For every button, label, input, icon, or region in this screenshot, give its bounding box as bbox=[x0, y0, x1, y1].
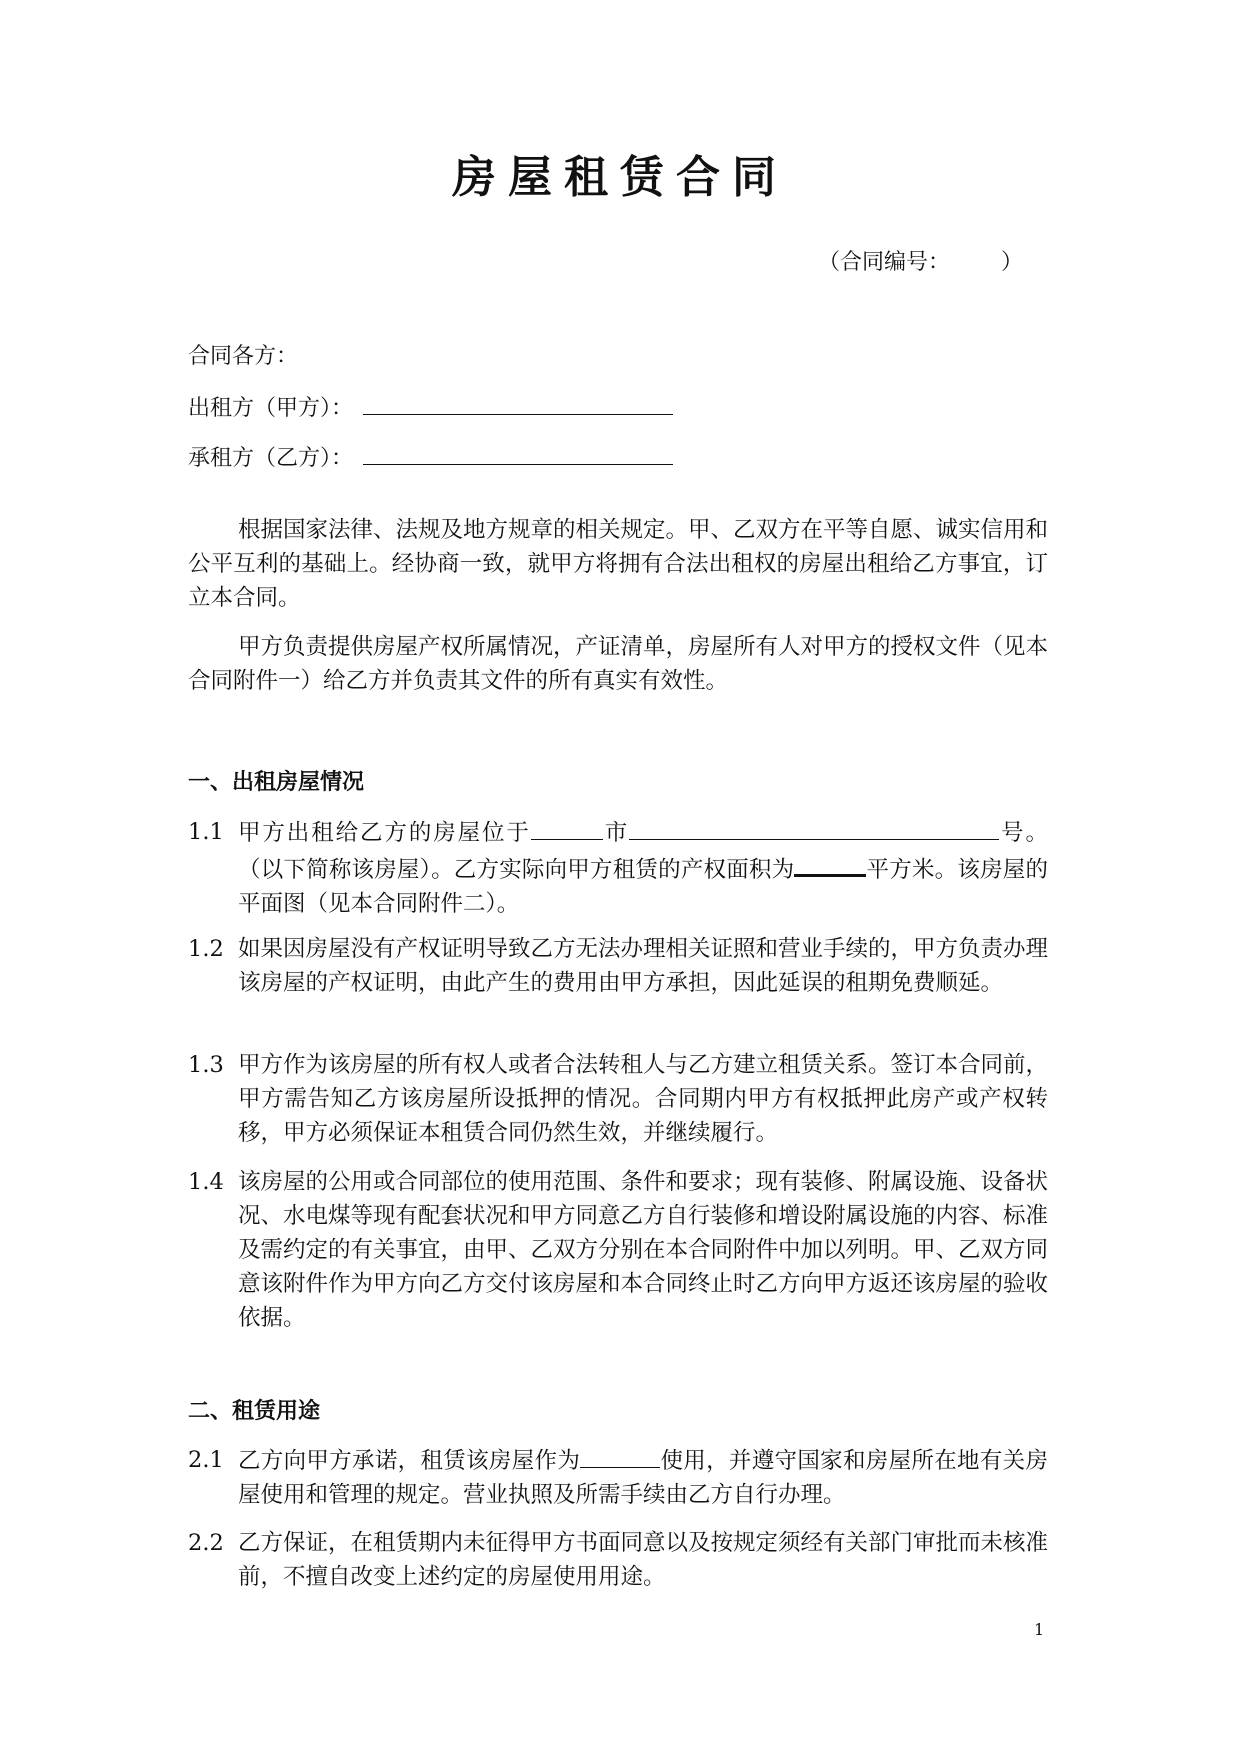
lessor-label: 出租方（甲方）： bbox=[188, 396, 354, 421]
clause-text: 甲方出租给乙方的房屋位于 市 号。（以下简称该房屋）。乙方实际向甲方租赁的产权面积为 平方米。该房屋的平面图（见本合同附件二）。 bbox=[238, 815, 1048, 921]
lessee-row bbox=[188, 440, 673, 476]
page-number: 1 bbox=[1034, 1620, 1045, 1639]
clause-1-3 bbox=[188, 1048, 1048, 1150]
clause-number: 1.3 bbox=[188, 1052, 224, 1078]
lessee-blank[interactable] bbox=[363, 440, 673, 465]
clause-text: 乙方保证，在租赁期内未征得甲方书面同意以及按规定须经有关部门审批而未核准前，不擅自改变上述约定的房屋使用用途。 bbox=[238, 1530, 1049, 1590]
preamble-paragraph-1: 根据国家法律、法规及地方规章的相关规定。甲、乙双方在平等自愿、诚实信用和公平互利的基础上。经协商一致，就甲方将拥有合法出租权的房屋出租给乙方事宜，订立本合同。 bbox=[188, 517, 1049, 611]
clause-2-1 bbox=[188, 1443, 1048, 1512]
section-1-heading: 一、出租房屋情况 bbox=[188, 770, 365, 795]
city-blank[interactable] bbox=[531, 815, 603, 840]
clause-number: 2.1 bbox=[188, 1447, 224, 1473]
preamble-paragraph-2: 甲方负责提供房屋产权所属情况，产证清单，房屋所有人对甲方的授权文件（见本合同附件一）给乙方并负责其文件的所有真实有效性。 bbox=[188, 634, 1049, 694]
clause-number: 1.4 bbox=[188, 1169, 224, 1195]
contract-number-label: （合同编号： bbox=[818, 250, 940, 275]
section-2-heading: 二、租赁用途 bbox=[188, 1399, 321, 1424]
clause-2-2 bbox=[188, 1526, 1048, 1594]
contract-number bbox=[818, 246, 1023, 280]
address-blank[interactable] bbox=[629, 815, 999, 840]
usage-blank[interactable] bbox=[580, 1443, 660, 1468]
area-blank[interactable] bbox=[794, 850, 866, 877]
parties-label: 合同各方： bbox=[188, 344, 299, 369]
lessor-blank[interactable] bbox=[363, 390, 673, 415]
clause-number: 1.2 bbox=[188, 936, 224, 962]
clause-text: 该房屋的公用或合同部位的使用范围、条件和要求；现有装修、附属设施、设备状况、水电煤等现有配套状况和甲方同意乙方自行装修和增设附属设施的内容、标准及需约定的有关事宜，由甲、乙双方分别在本合同附件中加以列明。甲、乙双方同意该附件作为甲方向乙方交付该房屋和本合同终止时乙方向甲方返还该房屋的验收依据。 bbox=[238, 1169, 1049, 1331]
clause-1-4 bbox=[188, 1165, 1048, 1335]
lessor-row bbox=[188, 390, 673, 426]
lessee-label: 承租方（乙方）： bbox=[188, 446, 354, 471]
clause-number: 1.1 bbox=[188, 819, 224, 845]
clause-1-1 bbox=[188, 815, 1048, 921]
contract-number-close: ） bbox=[1001, 250, 1024, 275]
clause-text: 如果因房屋没有产权证明导致乙方无法办理相关证照和营业手续的，甲方负责办理该房屋的产权证明，由此产生的费用由甲方承担，因此延误的租期免费顺延。 bbox=[238, 936, 1049, 996]
clause-number: 2.2 bbox=[188, 1530, 224, 1556]
clause-text: 甲方作为该房屋的所有权人或者合法转租人与乙方建立租赁关系。签订本合同前，甲方需告知乙方该房屋所设抵押的情况。合同期内甲方有权抵押此房产或产权转移，甲方必须保证本租赁合同仍然生效，并继续履行。 bbox=[238, 1052, 1049, 1146]
document-title: 房屋租赁合同 bbox=[452, 152, 788, 203]
clause-text: 乙方向甲方承诺，租赁该房屋作为 使用，并遵守国家和房屋所在地有关房屋使用和管理的规定。营业执照及所需手续由乙方自行办理。 bbox=[238, 1443, 1048, 1512]
clause-1-2 bbox=[188, 932, 1048, 1000]
